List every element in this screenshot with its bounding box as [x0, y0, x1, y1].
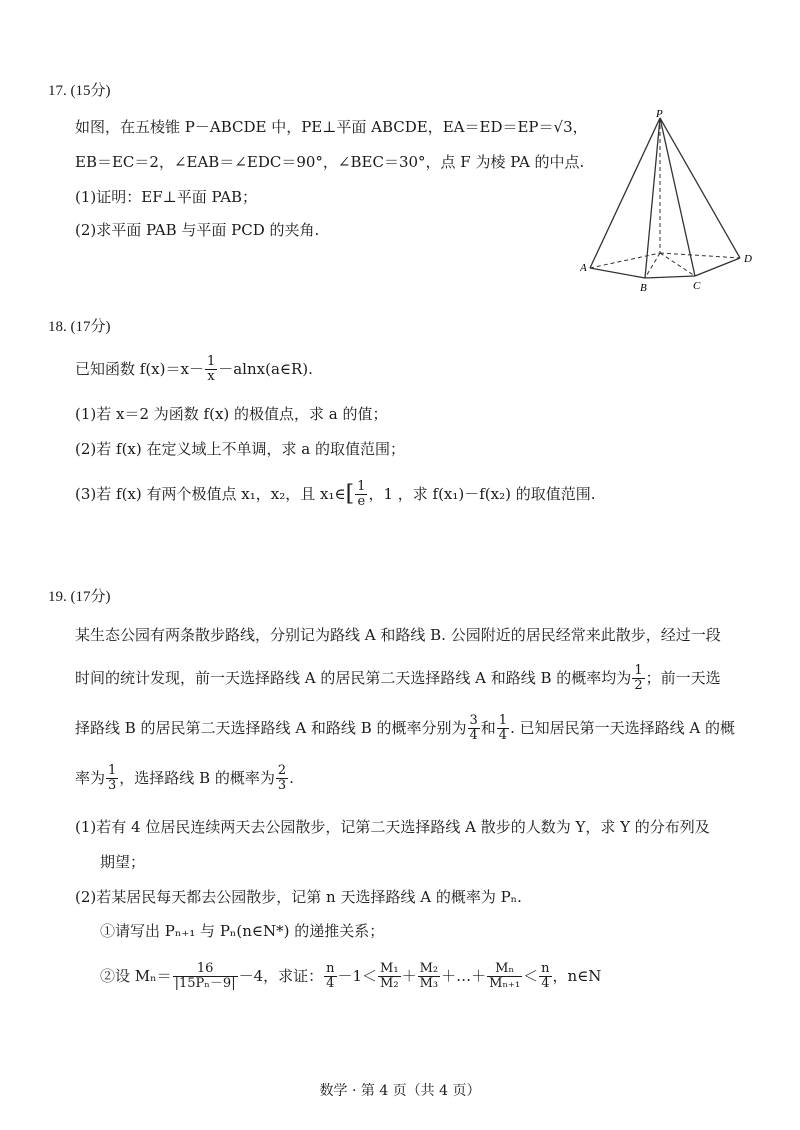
q19-l4-num2: 2	[277, 763, 287, 778]
edge-ED	[660, 253, 740, 258]
q19-l3-den2: 4	[498, 728, 508, 744]
q19-header: 19. (17分)	[48, 589, 111, 605]
label-P: P	[656, 108, 663, 120]
q19-sub2-fr4-num: Mₙ	[487, 962, 522, 977]
q18-part3-den: e	[357, 494, 366, 510]
q19-l3-fraction2	[497, 714, 509, 744]
q18-fn-fraction	[205, 355, 217, 385]
edge-EC	[660, 253, 695, 276]
q19-line4	[75, 764, 294, 794]
q19-l4-fraction1	[106, 764, 118, 794]
q19-sub2-fr5-den: 4	[541, 976, 550, 992]
q18-header: 18. (17分)	[48, 319, 111, 335]
q19-l2-den: 2	[634, 678, 643, 694]
edge-PB	[645, 118, 660, 278]
q19-part1-line2: 期望；	[100, 853, 146, 871]
q19-sub2-num: 16	[173, 962, 238, 977]
q18-part3-suffix: ，1 ，求 f(x₁)－f(x₂) 的取值范围.	[368, 484, 596, 503]
q19-line3	[75, 714, 735, 744]
q18-part2: (2)若 f(x) 在定义域上不单调，求 a 的取值范围；	[75, 440, 405, 458]
q19-sub2-fr3-num: M₂	[419, 961, 439, 976]
q19-line2	[75, 664, 721, 694]
q19-sub2-fraction2	[378, 962, 401, 992]
q19-l2-num: 1	[634, 663, 643, 678]
q17-text-line2: EB＝EC＝2，∠EAB＝∠EDC＝90°，∠BEC＝30°，点 F 为棱 PA 的中点.	[75, 153, 585, 171]
label-A: A	[580, 262, 587, 274]
q19-sub2-tail: ，n∈N	[552, 966, 602, 985]
edge-BC	[645, 276, 695, 278]
q19-l3-num1: 3	[469, 713, 478, 728]
q18-part3-num: 1	[357, 479, 366, 494]
q19-sub2-den: |15Pₙ－9|	[174, 976, 236, 992]
q18-fn-prefix: 已知函数 f(x)＝x－	[75, 359, 204, 378]
pyramid-figure	[580, 108, 765, 298]
label-C: C	[693, 280, 701, 292]
q19-l3-prefix: 择路线 B 的居民第二天选择路线 A 和路线 B 的概率分别为	[75, 718, 467, 737]
q19-sub2-mid: －4，求证：	[238, 966, 324, 985]
q19-l3-mid: 和	[480, 718, 496, 737]
q18-fn-den: x	[207, 369, 215, 385]
q19-l3-suffix: . 已知居民第一天选择路线 A 的概	[510, 718, 735, 737]
q19-sub2-fr5-num: n	[541, 961, 550, 976]
edge-CD	[695, 258, 740, 276]
q19-l4-den2: 3	[277, 778, 287, 794]
q19-l4-num1: 1	[108, 763, 117, 778]
q19-sub2-fr1-den: 4	[326, 976, 335, 992]
q19-l4-mid: ，选择路线 B 的概率为	[119, 768, 275, 787]
label-B: B	[640, 282, 647, 294]
edge-PD	[660, 118, 740, 258]
q19-l2-suffix: ；前一天选	[645, 668, 721, 687]
q17-part1: (1)证明：EF⊥平面 PAB；	[75, 188, 258, 206]
q19-sub2-fr1-num: n	[326, 961, 335, 976]
q19-sub2-prefix: ②设 Mₙ＝	[100, 966, 172, 985]
q19-l4-fraction2	[276, 764, 288, 794]
q19-l4-prefix: 率为	[75, 768, 106, 787]
q19-sub2-fr2-den: M₂	[380, 976, 399, 992]
q19-l3-den1: 4	[469, 728, 478, 744]
q19-sub2-fraction3	[418, 962, 441, 992]
q18-part1: (1)若 x＝2 为函数 f(x) 的极值点，求 a 的值；	[75, 405, 388, 423]
q19-l2-fraction	[632, 664, 644, 694]
q18-fn-num: 1	[206, 354, 216, 369]
q19-sub2	[100, 962, 601, 992]
q18-bracket: [	[345, 481, 355, 507]
q19-l3-num2: 1	[498, 713, 508, 728]
q18-part3-fraction	[355, 480, 367, 510]
q19-sub2-fraction1	[324, 962, 336, 992]
q19-sub2-dots: ＋…＋	[441, 966, 487, 985]
q19-l4-suffix: .	[289, 768, 294, 787]
q19-sub2-lt: －1＜	[337, 966, 378, 985]
label-D: D	[744, 253, 752, 265]
q18-part3-prefix: (3)若 f(x) 有两个极值点 x₁，x₂，且 x₁∈	[75, 484, 346, 503]
q19-sub2-fraction4	[487, 962, 522, 992]
q19-line1: 某生态公园有两条散步路线，分别记为路线 A 和路线 B. 公园附近的居民经常来此散步，经过一段	[75, 626, 721, 644]
q19-sub2-fr4-den: Mₙ₊₁	[489, 976, 521, 992]
q19-sub2-fr3-den: M₃	[419, 976, 439, 992]
q17-part2: (2)求平面 PAB 与平面 PCD 的夹角.	[75, 221, 320, 239]
q19-sub2-fraction-main	[173, 962, 238, 992]
q17-text-line1: 如图，在五棱锥 P－ABCDE 中，PE⊥平面 ABCDE，EA＝ED＝EP＝√3，	[75, 118, 588, 136]
q19-sub1: ①请写出 Pₙ₊₁ 与 Pₙ(n∈N*) 的递推关系；	[100, 922, 385, 940]
edge-PC	[660, 118, 695, 276]
q19-l2-prefix: 时间的统计发现，前一天选择路线 A 的居民第二天选择路线 A 和路线 B 的概率均为	[75, 668, 632, 687]
q18-part3	[75, 480, 596, 510]
q19-sub2-fraction5	[539, 962, 551, 992]
q19-sub2-fr2-num: M₁	[380, 961, 399, 976]
edge-AE	[590, 253, 660, 268]
q19-part1-line1: (1)若有 4 位居民连续两天去公园散步，记第二天选择路线 A 散步的人数为 Y，求 Y 的分布列及	[75, 818, 710, 836]
q19-part2: (2)若某居民每天都去公园散步，记第 n 天选择路线 A 的概率为 Pₙ.	[75, 888, 522, 906]
edge-AB	[590, 268, 645, 278]
q19-l3-fraction1	[468, 714, 480, 744]
edge-PA	[590, 118, 660, 268]
q18-fn-suffix: －alnx(a∈R).	[218, 359, 313, 378]
q19-sub2-lt2: ＜	[523, 966, 539, 985]
q19-sub2-plus1: ＋	[401, 966, 417, 985]
q17-header: 17. (15分)	[48, 83, 111, 99]
q18-function	[75, 355, 313, 385]
q19-l4-den1: 3	[108, 778, 117, 794]
page-footer: 数学 · 第 4 页（共 4 页）	[319, 1083, 481, 1099]
